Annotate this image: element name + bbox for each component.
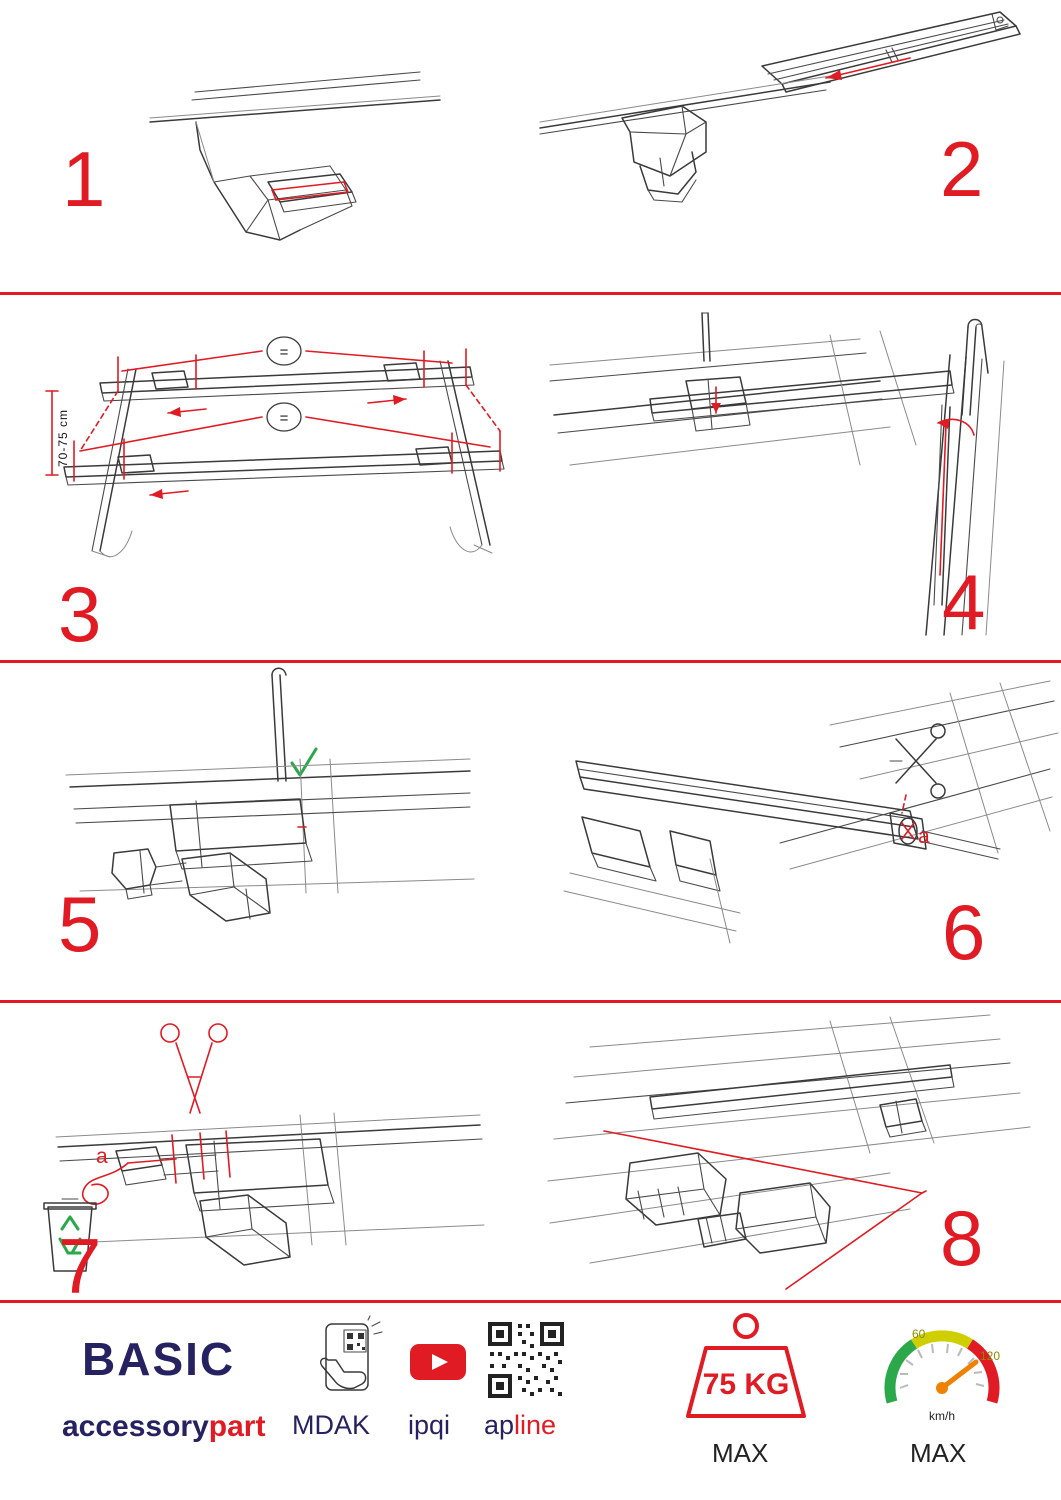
- speed-max-label: MAX: [910, 1438, 967, 1468]
- speedometer-icon: [872, 1314, 1012, 1434]
- check-icon: [292, 749, 316, 775]
- step-3-panel: [0, 295, 530, 660]
- step-6-number: 6: [942, 888, 986, 976]
- brand-basic-logo: BASIC: [82, 1333, 236, 1385]
- step-8-panel: [530, 1003, 1061, 1300]
- weight-max-label: MAX: [712, 1438, 769, 1468]
- step-5-number: 5: [58, 880, 102, 968]
- step-2-panel: [530, 0, 1061, 292]
- svg-text:=: =: [279, 410, 289, 427]
- scissors-icon: [161, 1024, 227, 1113]
- partner-label-ipqi: ipqi: [408, 1410, 451, 1440]
- step-1-panel: [0, 0, 530, 292]
- qr-code-icon: [486, 1320, 566, 1400]
- gauge-unit: km/h: [928, 1409, 956, 1423]
- gauge-tick-120: 120: [980, 1349, 1001, 1363]
- step-1-number: 1: [62, 135, 106, 223]
- step-3-number: 3: [58, 570, 102, 658]
- step-6-panel: [530, 663, 1061, 1000]
- weight-value: 75 KG: [702, 1368, 790, 1401]
- gauge-tick-60: 60: [912, 1327, 926, 1341]
- step-5-panel: [0, 663, 530, 1000]
- brand-suffix: part: [208, 1410, 266, 1443]
- step-3-measurement: 70-75 cm: [56, 408, 70, 467]
- brand-prefix: accessory: [62, 1410, 209, 1443]
- step-7-label-a: a: [96, 1145, 108, 1168]
- brand-accessorypart: [62, 1410, 265, 1444]
- step-2-number: 2: [940, 125, 984, 213]
- svg-text:=: =: [279, 344, 289, 361]
- step-6-label-a: a: [918, 825, 930, 848]
- partner-label-mdak: MDAK: [292, 1410, 371, 1440]
- partner-label-apline: apline: [484, 1410, 557, 1440]
- phone-qr-hand-icon: [310, 1320, 390, 1400]
- youtube-icon[interactable]: [408, 1340, 468, 1384]
- step-7-number: 7: [58, 1222, 102, 1300]
- step-7-panel: [0, 1003, 530, 1300]
- footer: [0, 1300, 1061, 1500]
- step-4-number: 4: [942, 558, 986, 646]
- weight-icon: [676, 1310, 816, 1430]
- step-4-panel: [530, 295, 1061, 660]
- step-8-number: 8: [940, 1194, 984, 1282]
